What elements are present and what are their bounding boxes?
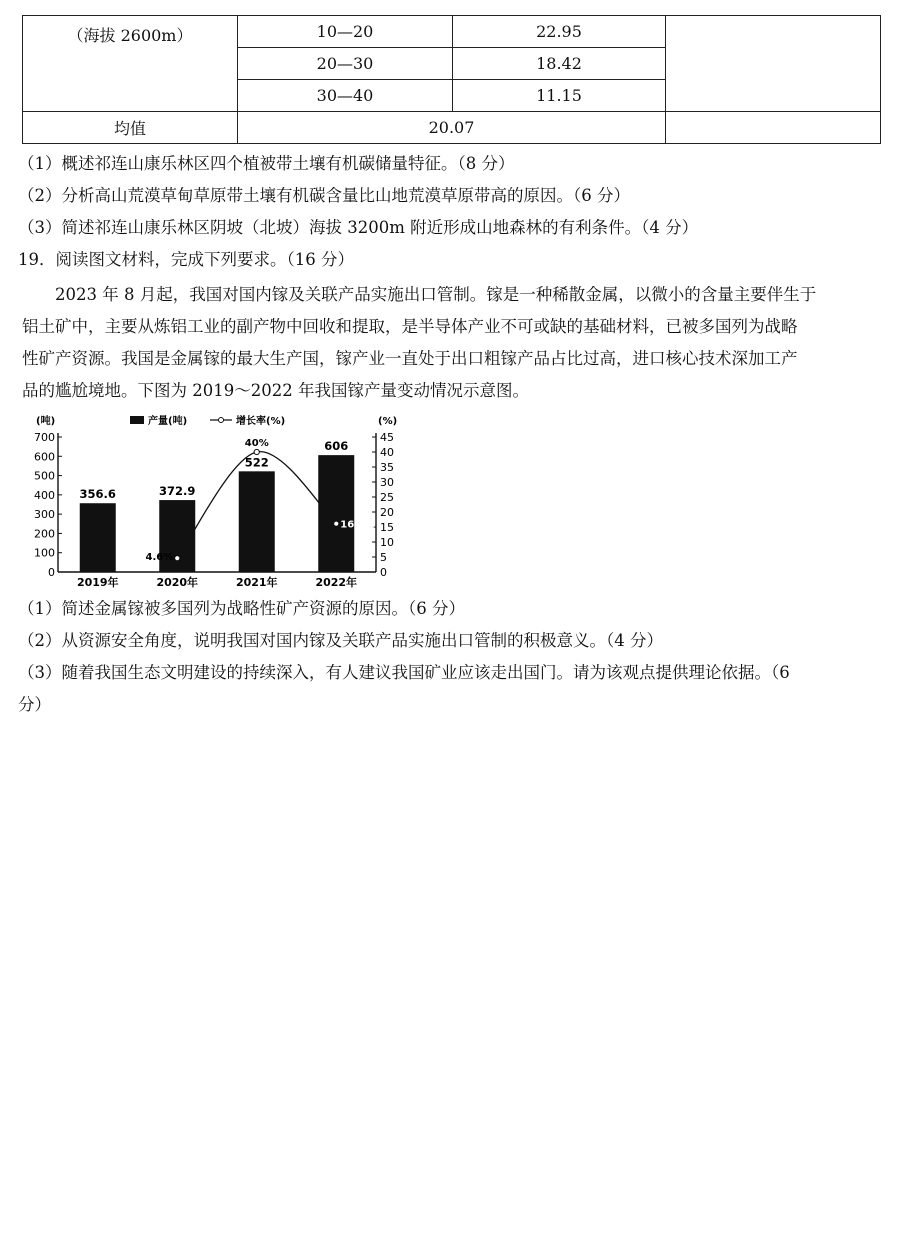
- legend-line-label: 增长率(%): [236, 416, 286, 427]
- q18-item-3: （3）简述祁连山康乐林区阴坡（北坡）海拔 3200m 附近形成山地森林的有利条件。（4 分）: [18, 218, 699, 237]
- depth-cell: 30—40: [238, 80, 453, 112]
- depth-cell: 10—20: [238, 16, 453, 48]
- bar-2021年: [239, 471, 275, 572]
- x-tick-label: 2021年: [235, 576, 278, 589]
- q19-item-3-cont: 分）: [18, 695, 51, 714]
- material-line: 铝土矿中，主要从炼铝工业的副产物中回收和提取，是半导体产业不可或缺的基础材料，已被多国列为战略: [22, 317, 798, 336]
- bar-2022年: [318, 455, 354, 572]
- left-tick-label: 700: [34, 431, 55, 444]
- right-tick-label: 20: [380, 506, 394, 519]
- bar-value-label: 356.6: [79, 487, 116, 502]
- q19-title: 19．阅读图文材料，完成下列要求。（16 分）: [18, 250, 354, 269]
- q19-item-3: （3）随着我国生态文明建设的持续深入，有人建议我国矿业应该走出国门。请为该观点提供理论依据。（6: [18, 663, 790, 682]
- x-tick-label: 2020年: [156, 576, 199, 589]
- x-tick-label: 2019年: [76, 576, 119, 589]
- empty-cell: [666, 112, 881, 144]
- growth-rate-label: 40%: [244, 438, 269, 449]
- growth-rate-label: 16.1%: [340, 519, 375, 531]
- right-axis-unit: (%): [378, 416, 398, 427]
- right-tick-label: 30: [380, 476, 394, 489]
- right-tick-label: 45: [380, 431, 394, 444]
- right-tick-label: 15: [380, 521, 394, 534]
- growth-rate-point: [175, 556, 180, 561]
- left-tick-label: 600: [34, 450, 55, 464]
- depth-cell: 20—30: [238, 48, 453, 80]
- gallium-production-chart: [18, 410, 408, 590]
- legend-line-marker: [219, 418, 224, 423]
- soil-carbon-table: [22, 15, 881, 144]
- left-tick-label: 200: [34, 527, 55, 541]
- right-tick-label: 25: [380, 491, 394, 504]
- bar-2019年: [80, 503, 116, 572]
- q19-material: [22, 279, 878, 407]
- left-tick-label: 500: [34, 469, 55, 483]
- right-tick-label: 35: [380, 461, 394, 474]
- left-tick-label: 0: [48, 566, 55, 579]
- value-cell: 22.95: [453, 16, 666, 48]
- bar-value-label: 606: [324, 439, 349, 454]
- left-tick-label: 400: [34, 488, 55, 502]
- left-axis-unit: (吨): [36, 416, 56, 427]
- growth-rate-label: 4.6%: [145, 552, 174, 564]
- value-cell: 18.42: [453, 48, 666, 80]
- chart-svg: [18, 410, 408, 590]
- legend-bar-label: 产量(吨): [148, 416, 188, 427]
- q18-item-1: （1）概述祁连山康乐林区四个植被带土壤有机碳储量特征。（8 分）: [18, 154, 515, 173]
- mean-label-cell: 均值: [23, 112, 238, 144]
- material-line: 品的尴尬境地。下图为 2019～2022 年我国镓产量变动情况示意图。: [22, 381, 529, 400]
- right-tick-label: 10: [380, 536, 394, 549]
- q19-item-1: （1）简述金属镓被多国列为战略性矿产资源的原因。（6 分）: [18, 599, 465, 618]
- x-tick-label: 2022年: [315, 576, 358, 589]
- altitude-cell: （海拔 2600m）: [23, 16, 238, 112]
- material-line: 性矿产资源。我国是金属镓的最大生产国，镓产业一直处于出口粗镓产品占比过高，进口核心技术深加工产: [22, 349, 798, 368]
- mean-value-cell: 20.07: [238, 112, 666, 144]
- legend-bar-swatch: [130, 416, 144, 424]
- q18-item-2: （2）分析高山荒漠草甸草原带土壤有机碳含量比山地荒漠草原带高的原因。（6 分）: [18, 186, 630, 205]
- empty-cell: [666, 16, 881, 112]
- q19-item-2: （2）从资源安全角度，说明我国对国内镓及关联产品实施出口管制的积极意义。（4 分）: [18, 631, 663, 650]
- left-tick-label: 300: [34, 508, 55, 522]
- growth-rate-point: [334, 521, 339, 526]
- bar-value-label: 522: [244, 455, 269, 470]
- right-tick-label: 5: [380, 551, 387, 564]
- value-cell: 11.15: [453, 80, 666, 112]
- bar-value-label: 372.9: [159, 484, 196, 499]
- right-tick-label: 0: [380, 566, 387, 579]
- growth-rate-point: [254, 449, 259, 454]
- left-tick-label: 100: [34, 546, 55, 560]
- right-tick-label: 40: [380, 446, 394, 459]
- material-line: 2023 年 8 月起，我国对国内镓及关联产品实施出口管制。镓是一种稀散金属，以微小的含量主要伴生于: [55, 285, 817, 304]
